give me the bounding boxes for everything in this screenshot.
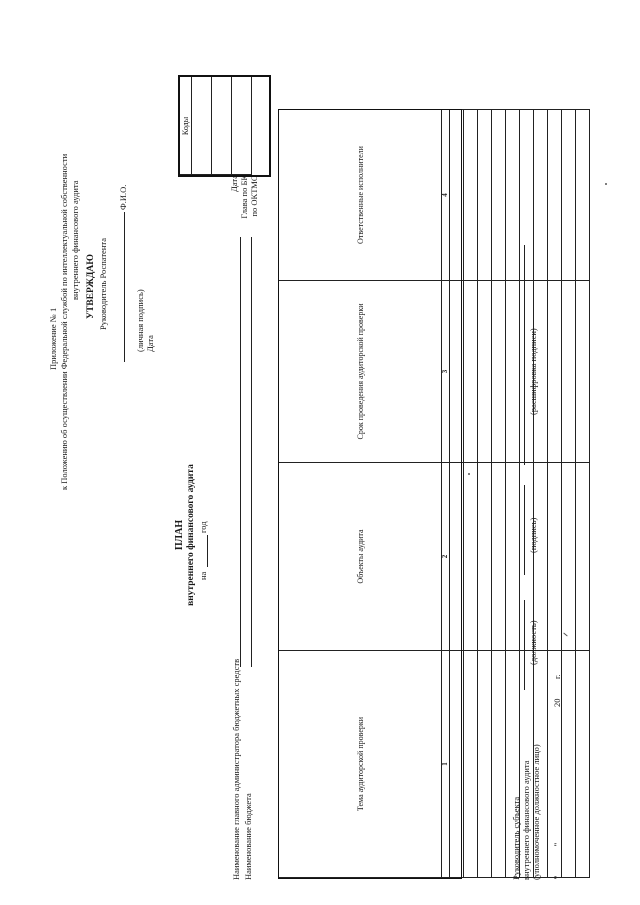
scan-speck [468,473,470,475]
table-cell[interactable] [478,281,492,463]
table-cell[interactable] [478,651,492,878]
footer-date-month-line[interactable] [561,709,562,839]
plan-subtitle: внутреннего финансового аудита [186,464,196,606]
footer-position-line[interactable] [524,600,525,690]
table-row [548,110,562,878]
table-cell[interactable] [534,110,548,281]
table-cell[interactable] [576,463,590,651]
approval-fio: Ф.И.О. [118,184,128,210]
footer-head-line1: Руководитель субъекта [511,796,521,880]
table-cell[interactable] [576,281,590,463]
column-header-term: Срок проведения аудиторской проверки [279,281,442,463]
admin-field-label: Наименование главного администратора бюджетных средств [231,658,241,880]
table-cell[interactable] [506,281,520,463]
budget-field-line[interactable] [251,237,252,667]
table-cell[interactable] [492,281,506,463]
table-cell[interactable] [464,110,478,281]
column-number: 4 [442,110,450,281]
table-cell[interactable] [478,110,492,281]
plan-year-line [207,535,208,567]
table-cell[interactable] [562,110,576,281]
table-cell[interactable] [506,463,520,651]
table-cell[interactable] [562,651,576,878]
table-row [464,110,478,878]
approval-title: УТВЕРЖДАЮ [86,254,96,319]
column-number: 3 [442,281,450,463]
column-header-executors: Ответственные исполнители [279,110,442,281]
footer-decoding-caption: (расшифровка подписи) [528,328,538,415]
footer-date-year-line[interactable] [561,681,562,695]
approval-date: Дата [145,335,155,352]
table-cell[interactable] [548,281,562,463]
table-cell[interactable] [464,281,478,463]
footer-date-quote-open: " [552,875,562,880]
footer-date-suffix: г. [552,674,562,679]
budget-field-label: Наименование бюджета [243,793,253,880]
column-header-topic: Тема аудиторской проверки [279,651,442,878]
approval-signature-caption: (личная подпись) [135,289,145,352]
approval-signature-line [124,212,125,362]
table-cell[interactable] [492,651,506,878]
table-cell[interactable] [548,463,562,651]
footer-head-line2: внутреннего финансового аудита [521,760,531,880]
table-cell[interactable] [520,110,534,281]
appendix-reference-cont: внутреннего финансового аудита [70,180,80,300]
table-cell[interactable] [464,651,478,878]
footer-date-year: 20 [552,698,562,707]
admin-field-line[interactable] [240,237,241,667]
footer-decoding-line[interactable] [524,245,525,465]
table-cell[interactable] [548,110,562,281]
table-cell[interactable] [492,110,506,281]
footer-date-day-line[interactable] [561,849,562,874]
table-cell[interactable] [576,651,590,878]
codes-header: Коды [179,77,192,175]
table-row [562,110,576,878]
table-cell[interactable] [464,463,478,651]
codes-label-bk: Глава по БК [239,175,249,219]
table-cell[interactable] [576,110,590,281]
footer-position-caption: (должность) [528,620,538,665]
table-cell[interactable] [506,110,520,281]
table-row [576,110,590,878]
footer-signature-caption: (подпись) [528,517,538,553]
table-cell[interactable] [478,463,492,651]
table-row [506,110,520,878]
plan-table-frame [278,109,462,879]
column-number: 2 [442,463,450,651]
approval-position: Руководитель Роспатента [98,238,108,330]
codes-frame [178,75,271,177]
footer-head-line3: (уполномоченное должностное лицо) [531,744,541,880]
plan-year-prefix: на [198,571,208,580]
appendix-number: Приложение № 1 [48,307,58,370]
footer-signature-line[interactable] [524,485,525,575]
column-number: 1 [442,651,450,878]
column-header-objects: Объекты аудита [279,463,442,651]
table-row [492,110,506,878]
table-row [478,110,492,878]
footer-date-quote-close: " [552,842,562,847]
plan-title: ПЛАН [174,519,185,551]
plan-year-suffix: год [198,521,208,533]
table-cell[interactable] [562,463,576,651]
scan-speck [605,183,607,185]
appendix-reference: к Положению об осуществлении Федеральной службой по интеллектуальной собственности [59,153,69,490]
codes-label-oktmo: по ОКТМО [249,175,259,217]
table-cell[interactable] [492,463,506,651]
table-cell[interactable] [562,281,576,463]
codes-label-date: Дата [229,175,239,192]
